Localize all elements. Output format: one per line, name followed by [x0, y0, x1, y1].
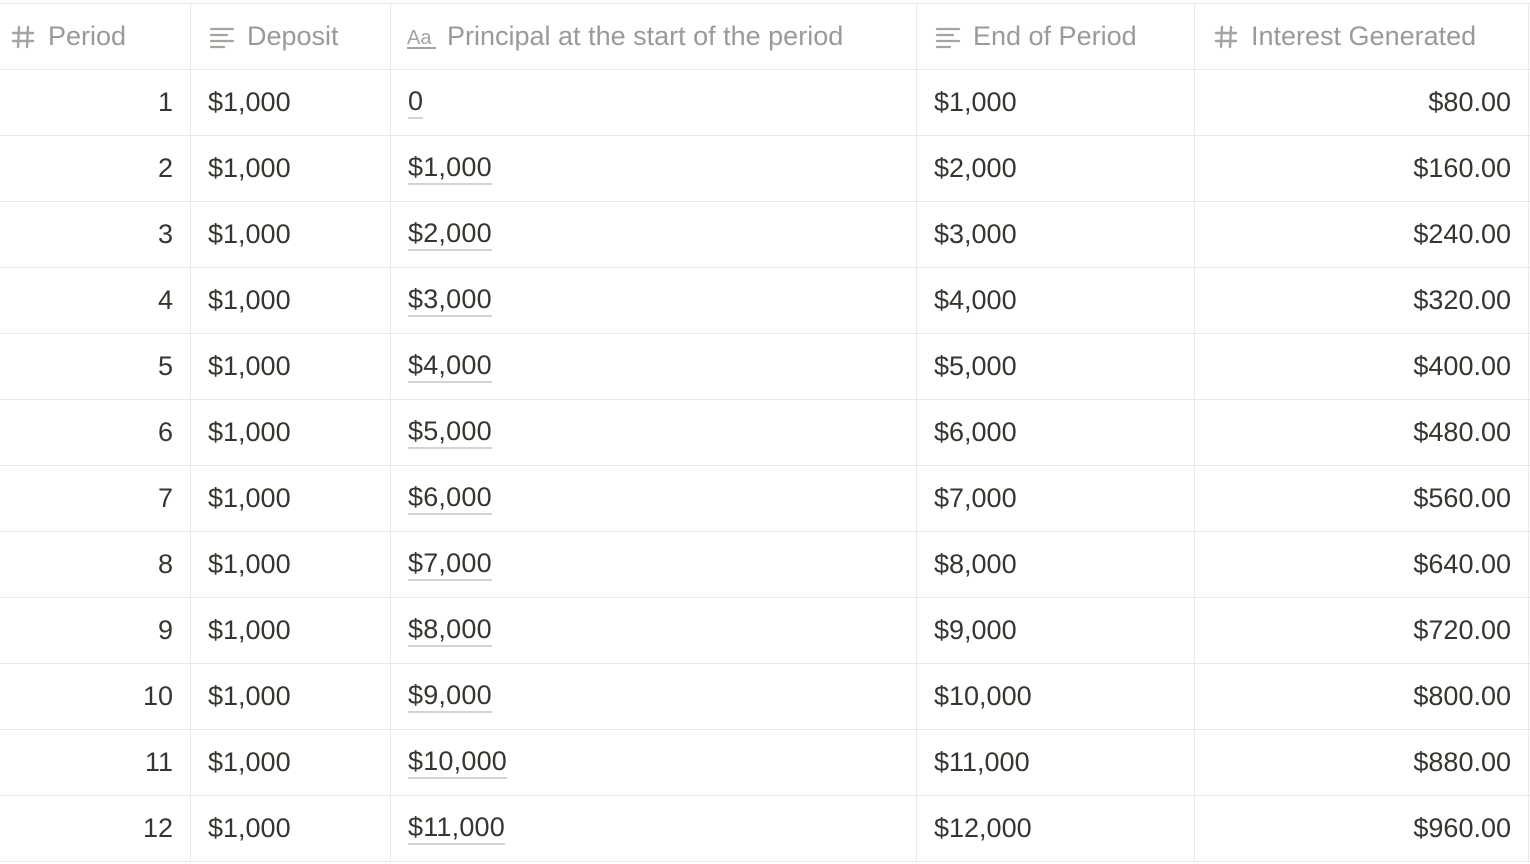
cell-period[interactable]: 4 [0, 268, 191, 333]
cell-end-of-period[interactable]: $7,000 [917, 466, 1195, 531]
column-header-deposit[interactable] [191, 4, 391, 69]
cell-interest-generated[interactable]: $480.00 [1195, 400, 1529, 465]
cell-deposit[interactable]: $1,000 [191, 136, 391, 201]
row-title-link[interactable]: $5,000 [408, 416, 492, 449]
cell-principal[interactable] [391, 334, 917, 399]
cell-end-of-period[interactable]: $3,000 [917, 202, 1195, 267]
cell-period[interactable]: 6 [0, 400, 191, 465]
cell-interest-generated[interactable]: $320.00 [1195, 268, 1529, 333]
table-row [0, 598, 1530, 664]
row-title-link[interactable]: 0 [408, 86, 423, 119]
cell-interest-generated[interactable]: $400.00 [1195, 334, 1529, 399]
cell-period[interactable]: 1 [0, 70, 191, 135]
cell-period[interactable]: 5 [0, 334, 191, 399]
cell-interest-generated[interactable]: $80.00 [1195, 70, 1529, 135]
cell-interest-generated[interactable]: $240.00 [1195, 202, 1529, 267]
cell-period[interactable]: 7 [0, 466, 191, 531]
row-title-link[interactable]: $11,000 [408, 812, 505, 845]
text-icon [207, 22, 237, 52]
cell-principal[interactable] [391, 532, 917, 597]
table-row [0, 136, 1530, 202]
cell-principal[interactable] [391, 598, 917, 663]
cell-deposit[interactable]: $1,000 [191, 664, 391, 729]
column-header-label: End of Period [973, 21, 1137, 51]
column-header-label: Interest Generated [1251, 21, 1477, 51]
cell-principal[interactable] [391, 268, 917, 333]
row-title-link[interactable]: $6,000 [408, 482, 492, 515]
cell-end-of-period[interactable]: $12,000 [917, 796, 1195, 861]
cell-principal[interactable] [391, 466, 917, 531]
cell-period[interactable]: 11 [0, 730, 191, 795]
number-icon [1211, 22, 1241, 52]
row-title-link[interactable]: $1,000 [408, 152, 492, 185]
cell-principal[interactable] [391, 730, 917, 795]
column-header-principal[interactable] [391, 4, 917, 69]
cell-period[interactable]: 12 [0, 796, 191, 861]
cell-period[interactable]: 8 [0, 532, 191, 597]
table-row [0, 400, 1530, 466]
table-row [0, 664, 1530, 730]
row-title-link[interactable]: $2,000 [408, 218, 492, 251]
table-row [0, 202, 1530, 268]
cell-deposit[interactable]: $1,000 [191, 730, 391, 795]
table-row [0, 532, 1530, 598]
cell-period[interactable]: 9 [0, 598, 191, 663]
cell-interest-generated[interactable]: $720.00 [1195, 598, 1529, 663]
cell-principal[interactable] [391, 202, 917, 267]
table-row [0, 70, 1530, 136]
cell-deposit[interactable]: $1,000 [191, 400, 391, 465]
cell-interest-generated[interactable]: $560.00 [1195, 466, 1529, 531]
cell-end-of-period[interactable]: $8,000 [917, 532, 1195, 597]
cell-deposit[interactable]: $1,000 [191, 334, 391, 399]
table-row [0, 334, 1530, 400]
text-icon [933, 22, 963, 52]
svg-text:Aa: Aa [407, 26, 432, 49]
cell-interest-generated[interactable]: $640.00 [1195, 532, 1529, 597]
cell-end-of-period[interactable]: $6,000 [917, 400, 1195, 465]
column-header-label: Deposit [247, 21, 339, 51]
row-title-link[interactable]: $9,000 [408, 680, 492, 713]
row-title-link[interactable]: $4,000 [408, 350, 492, 383]
row-title-link[interactable]: $7,000 [408, 548, 492, 581]
cell-interest-generated[interactable]: $800.00 [1195, 664, 1529, 729]
cell-end-of-period[interactable]: $4,000 [917, 268, 1195, 333]
cell-principal[interactable] [391, 136, 917, 201]
cell-end-of-period[interactable]: $11,000 [917, 730, 1195, 795]
table-header-row [0, 3, 1530, 70]
column-header-label: Principal at the start of the period [447, 21, 844, 51]
cell-end-of-period[interactable]: $9,000 [917, 598, 1195, 663]
cell-interest-generated[interactable]: $960.00 [1195, 796, 1529, 861]
cell-end-of-period[interactable]: $2,000 [917, 136, 1195, 201]
cell-period[interactable]: 10 [0, 664, 191, 729]
row-title-link[interactable]: $10,000 [408, 746, 507, 779]
cell-interest-generated[interactable]: $160.00 [1195, 136, 1529, 201]
cell-end-of-period[interactable]: $5,000 [917, 334, 1195, 399]
database-table [0, 3, 1530, 862]
table-row [0, 796, 1530, 862]
column-header-period[interactable] [0, 4, 191, 69]
column-header-interest-generated[interactable] [1195, 4, 1529, 69]
table-row [0, 730, 1530, 796]
cell-deposit[interactable]: $1,000 [191, 202, 391, 267]
cell-end-of-period[interactable]: $10,000 [917, 664, 1195, 729]
row-title-link[interactable]: $3,000 [408, 284, 492, 317]
cell-deposit[interactable]: $1,000 [191, 70, 391, 135]
cell-principal[interactable] [391, 400, 917, 465]
number-icon [8, 22, 38, 52]
cell-deposit[interactable]: $1,000 [191, 268, 391, 333]
cell-end-of-period[interactable]: $1,000 [917, 70, 1195, 135]
table-row [0, 268, 1530, 334]
title-aa-icon [407, 22, 437, 52]
cell-principal[interactable] [391, 796, 917, 861]
cell-deposit[interactable]: $1,000 [191, 466, 391, 531]
cell-principal[interactable] [391, 664, 917, 729]
column-header-end-of-period[interactable] [917, 4, 1195, 69]
column-header-label: Period [48, 21, 127, 51]
cell-deposit[interactable]: $1,000 [191, 796, 391, 861]
cell-deposit[interactable]: $1,000 [191, 532, 391, 597]
cell-period[interactable]: 2 [0, 136, 191, 201]
cell-interest-generated[interactable]: $880.00 [1195, 730, 1529, 795]
table-row [0, 466, 1530, 532]
cell-principal[interactable] [391, 70, 917, 135]
row-title-link[interactable]: $8,000 [408, 614, 492, 647]
cell-period[interactable]: 3 [0, 202, 191, 267]
cell-deposit[interactable]: $1,000 [191, 598, 391, 663]
